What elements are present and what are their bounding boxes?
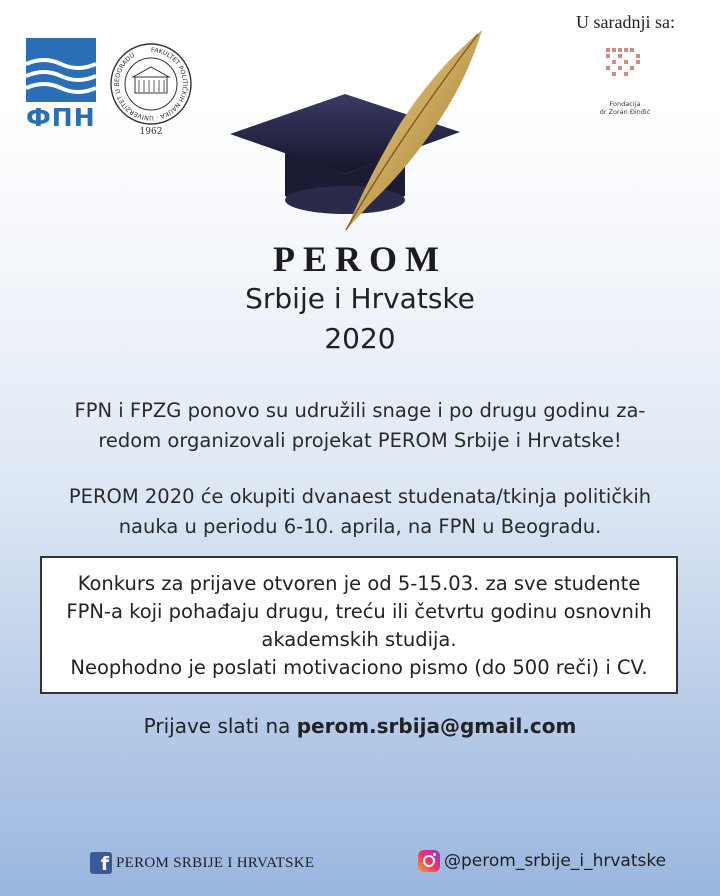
intro-paragraph: FPN i FPZG ponovo su udružili snage i po drugu godinu za- redom organizovali projekat PEROM Srbije i Hrvatske!	[74, 399, 646, 452]
apply-line	[0, 714, 720, 738]
facebook-link[interactable]	[90, 852, 314, 874]
fpn-text: ФПН	[26, 103, 96, 132]
application-text: Konkurs za prijave otvoren je od 5-15.03. za sve studente FPN-a koji pohađaju drugu, treću ili četvrtu godinu osnovnih akademskih studija. Neophodno je poslati motivaciono pismo (do 500 reči) i CV.	[66, 572, 652, 679]
facebook-label: PEROM SRBIJE I HRVATSKE	[116, 854, 315, 871]
instagram-icon	[418, 850, 440, 872]
instagram-link[interactable]	[418, 850, 666, 872]
fund-logo	[604, 44, 644, 80]
seal-ring-text: FAKULTET POLITIČKIH NAUKA · UNIVERZITET U BEOGRADU	[113, 46, 189, 122]
fund-text: Fondacija dr Zoran Đinđić	[599, 100, 651, 116]
collab-label: U saradnji sa:	[576, 12, 675, 32]
apply-email-link[interactable]: perom.srbija@gmail.com	[296, 714, 577, 738]
details-paragraph: PEROM 2020 će okupiti dvanaest studenata/tkinja političkih nauka u periodu 6-10. aprila, na FPN u Beogradu.	[68, 485, 652, 538]
fund-logo-icon	[604, 44, 644, 80]
apply-prefix: Prijave slati na	[143, 714, 297, 738]
title-sub: Srbije i Hrvatske	[245, 282, 475, 315]
fpn-waves-icon	[26, 38, 96, 102]
title-year: 2020	[324, 322, 396, 355]
seal-year: 1962	[139, 127, 163, 137]
seal-icon	[108, 42, 194, 138]
graduation-cap-quill-icon	[220, 24, 490, 254]
instagram-label: @perom_srbije_i_hrvatske	[444, 851, 667, 871]
facebook-icon: f	[90, 852, 112, 874]
faculty-seal	[108, 42, 194, 138]
title-main: PEROM	[273, 239, 447, 279]
fpn-logo	[26, 38, 96, 133]
application-box	[40, 556, 678, 694]
